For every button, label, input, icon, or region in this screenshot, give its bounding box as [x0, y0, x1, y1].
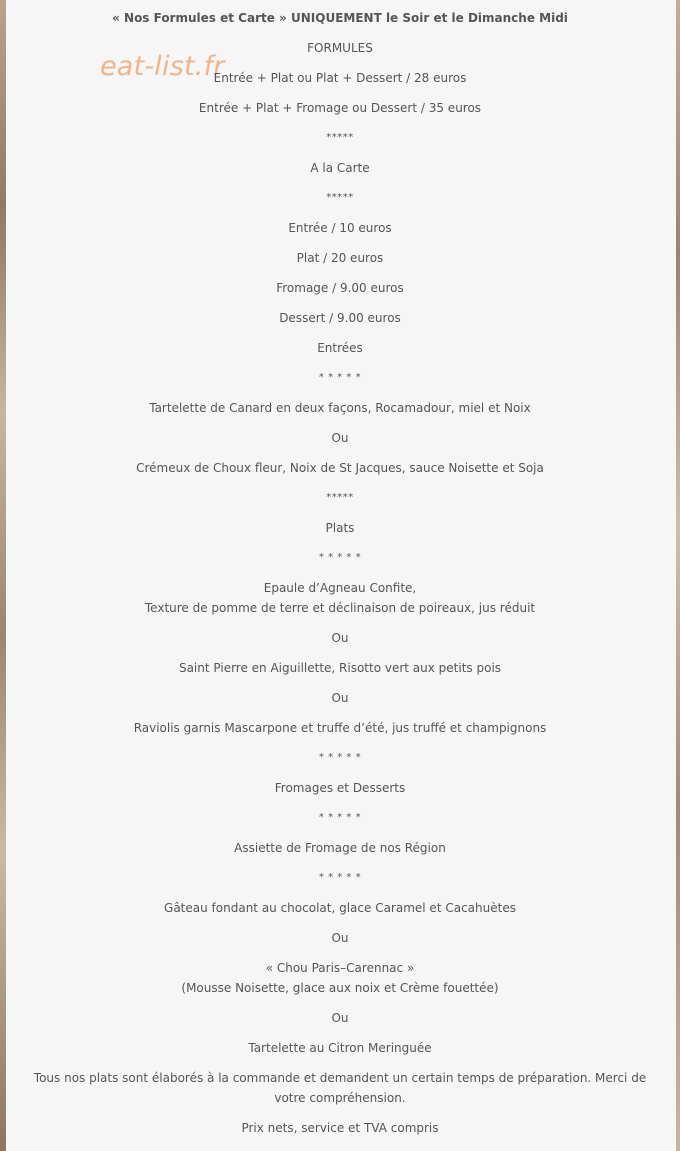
formules-title: FORMULES — [307, 41, 373, 55]
restaurant-menu — [8, 8, 672, 1148]
menu-header-availability: UNIQUEMENT le Soir et le Dimanche Midi — [291, 11, 568, 25]
fromages-desserts-title: Fromages et Desserts — [274, 781, 406, 795]
separator: * * * * * — [318, 872, 362, 883]
separator: * * * * * — [318, 372, 362, 383]
fromage-item: Assiette de Fromage de nos Région — [234, 841, 446, 855]
dessert-item-line: (Mousse Noisette, glace aux noix et Crème fouettée) — [181, 981, 499, 995]
carte-title: A la Carte — [310, 161, 370, 175]
plat-item — [8, 578, 672, 618]
menu-header-title: « Nos Formules et Carte » — [112, 11, 287, 25]
plat-item-line: Epaule d’Agneau Confite, — [263, 581, 417, 595]
left-background-edge — [0, 0, 6, 1151]
formule-2: Entrée + Plat + Fromage ou Dessert / 35 euros — [198, 101, 482, 115]
entree-item: Crémeux de Choux fleur, Noix de St Jacques, sauce Noisette et Soja — [136, 461, 544, 475]
ou-separator: Ou — [331, 931, 349, 945]
watermark-logo: eat-list.fr — [100, 51, 225, 82]
formule-1: Entrée + Plat ou Plat + Dessert / 28 euros — [213, 71, 467, 85]
plat-item: Saint Pierre en Aiguillette, Risotto vert aux petits pois — [178, 661, 502, 675]
price-entree: Entrée / 10 euros — [288, 221, 392, 235]
price-dessert: Dessert / 9.00 euros — [279, 311, 401, 325]
price-plat: Plat / 20 euros — [296, 251, 384, 265]
dessert-item: Tartelette au Citron Meringuée — [248, 1041, 432, 1055]
plats-title: Plats — [325, 521, 355, 535]
ou-separator: Ou — [331, 631, 349, 645]
entree-item: Tartelette de Canard en deux façons, Rocamadour, miel et Noix — [149, 401, 531, 415]
entrees-title: Entrées — [317, 341, 363, 355]
separator: ***** — [326, 492, 354, 503]
dessert-item-line: « Chou Paris–Carennac » — [265, 961, 415, 975]
plat-item-line: Texture de pomme de terre et déclinaison de poireaux, jus réduit — [144, 601, 536, 615]
separator: * * * * * — [318, 812, 362, 823]
menu-header — [8, 8, 672, 28]
separator: ***** — [326, 132, 354, 143]
right-background-edge — [676, 0, 680, 1151]
ou-separator: Ou — [331, 1011, 349, 1025]
separator: * * * * * — [318, 752, 362, 763]
preparation-note: Tous nos plats sont élaborés à la commande et demandent un certain temps de préparation. Merci de votre compréhension. — [33, 1071, 647, 1105]
separator: ***** — [326, 192, 354, 203]
price-note: Prix nets, service et TVA compris — [241, 1121, 439, 1135]
plat-item: Raviolis garnis Mascarpone et truffe d’été, jus truffé et champignons — [133, 721, 547, 735]
ou-separator: Ou — [331, 431, 349, 445]
separator: * * * * * — [318, 552, 362, 563]
ou-separator: Ou — [331, 691, 349, 705]
price-fromage: Fromage / 9.00 euros — [276, 281, 404, 295]
dessert-item — [8, 958, 672, 998]
dessert-item: Gâteau fondant au chocolat, glace Caramel et Cacahuètes — [164, 901, 516, 915]
